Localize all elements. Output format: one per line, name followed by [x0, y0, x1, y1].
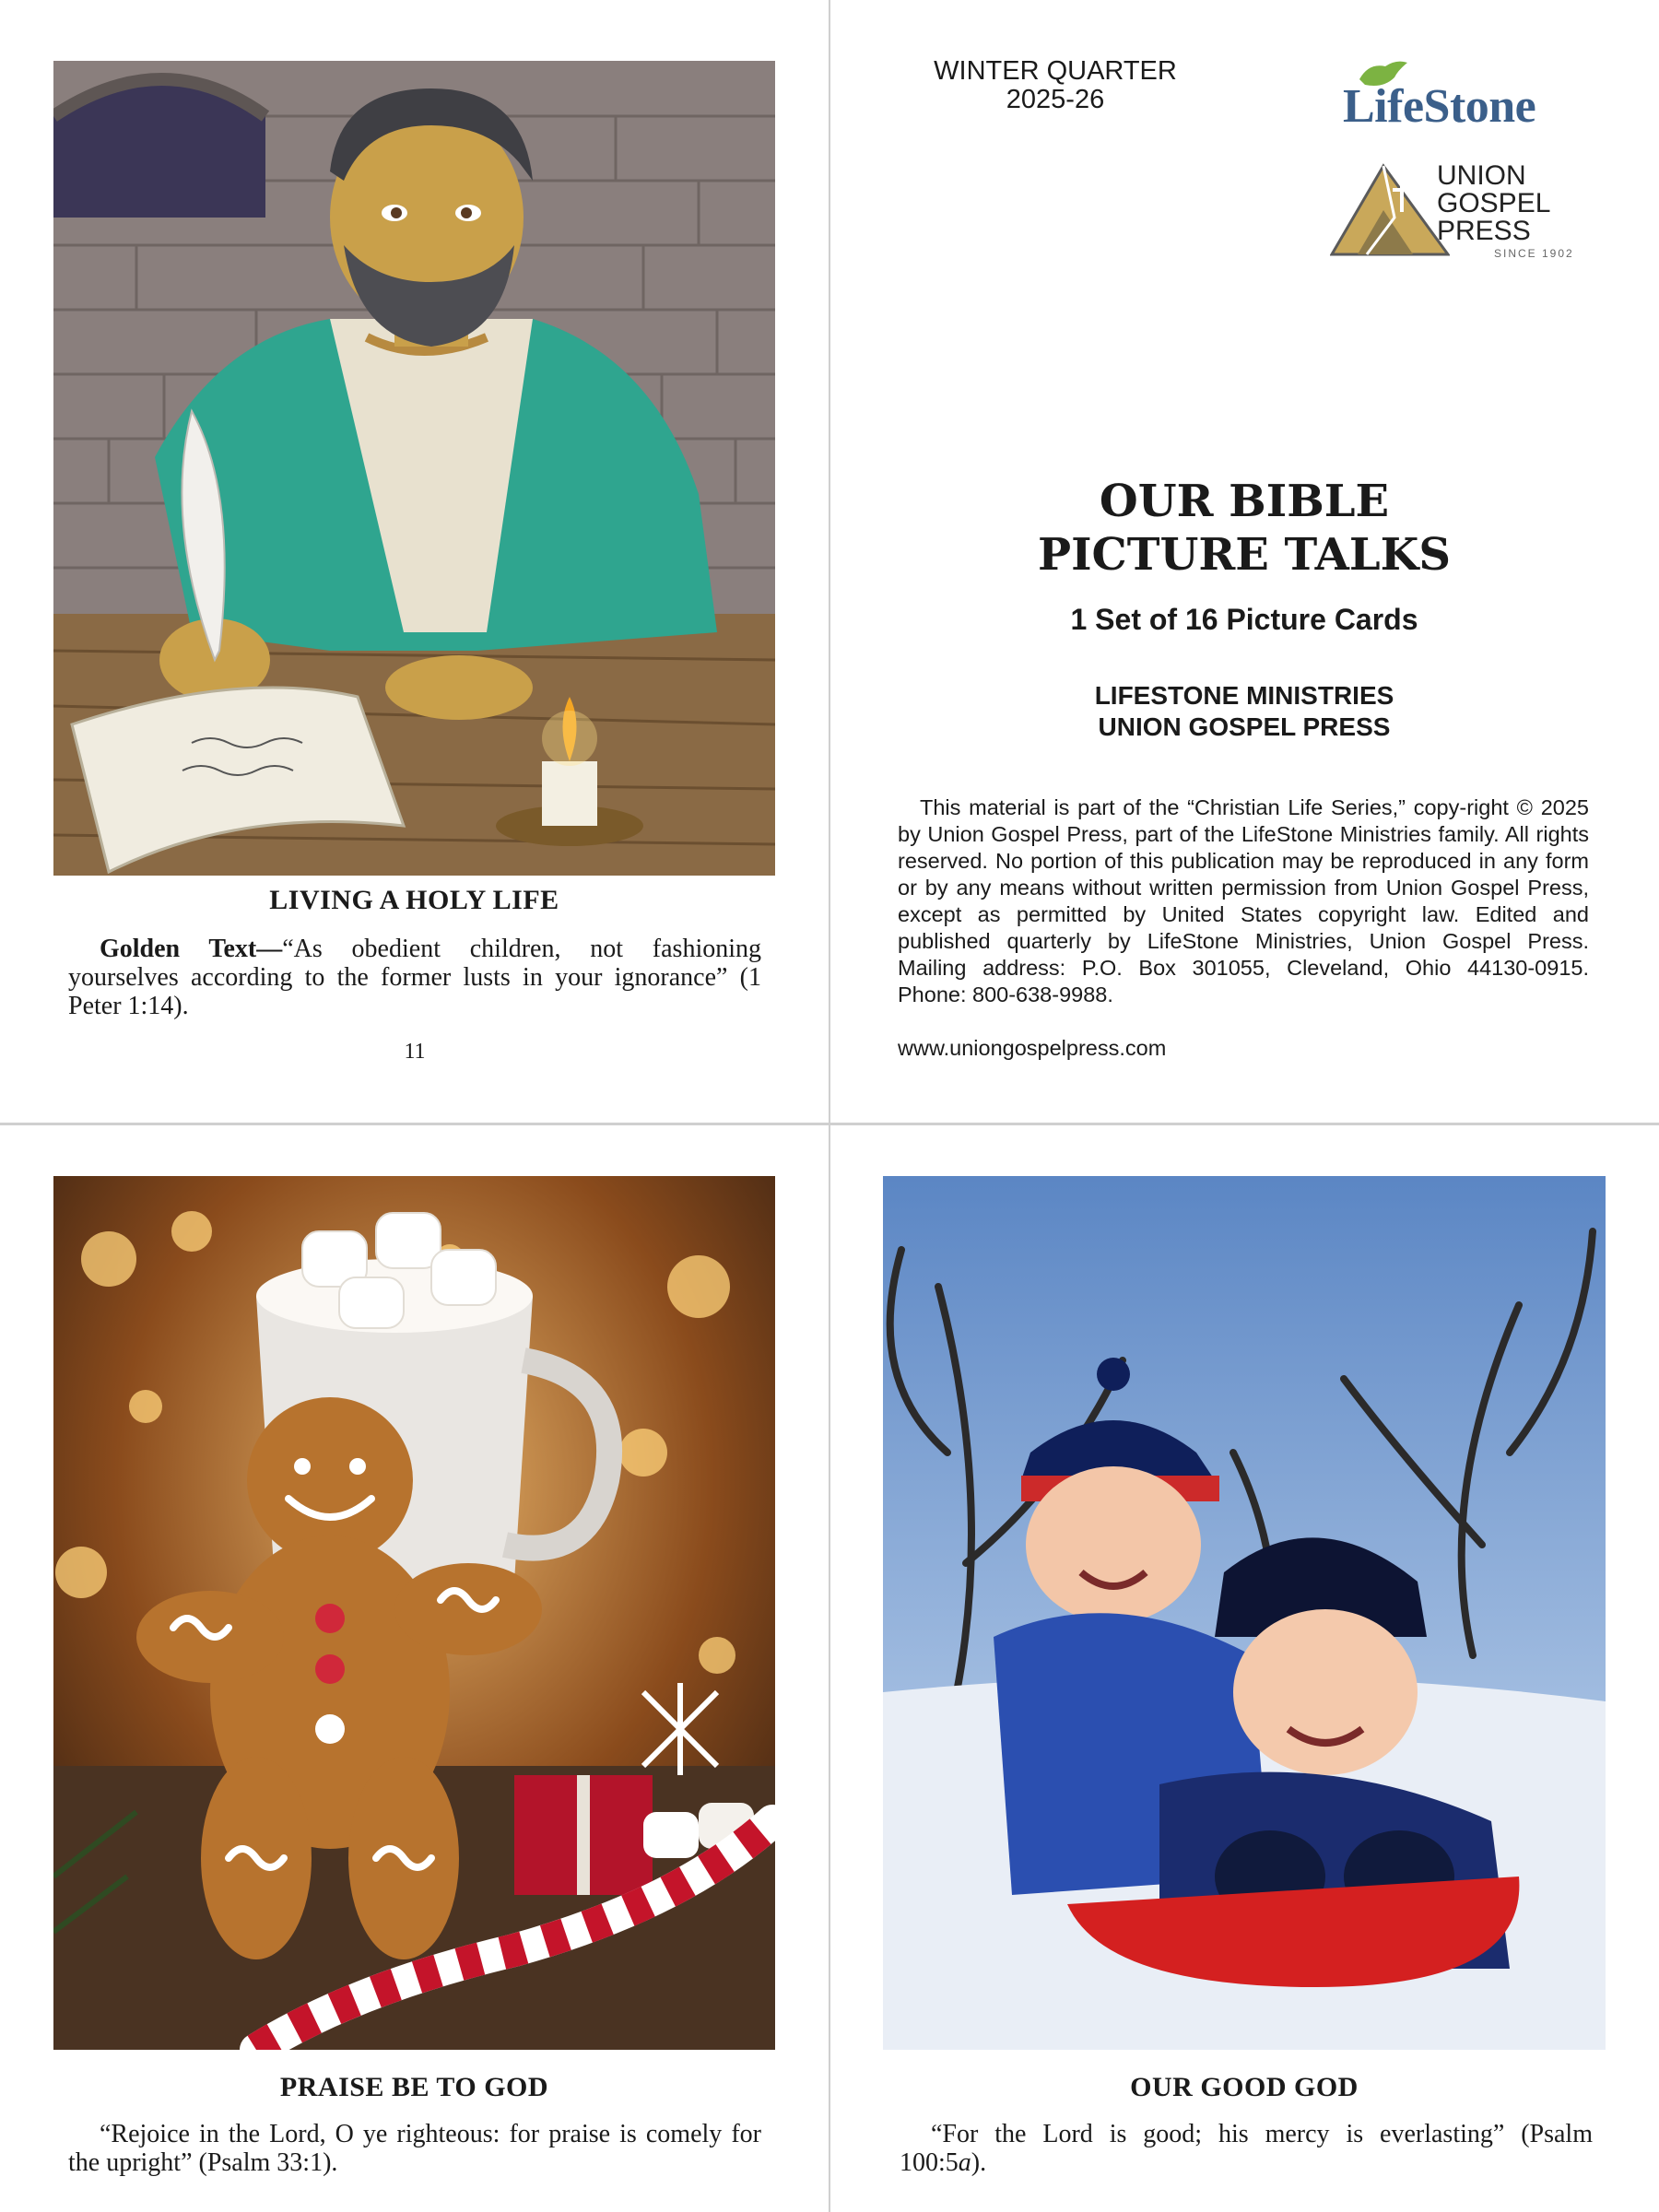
- vertical-cut-line: [829, 0, 830, 2212]
- publisher-block: LIFESTONE MINISTRIES UNION GOSPEL PRESS: [1094, 681, 1394, 741]
- ugp-logo: [1330, 162, 1593, 259]
- card-title: PRAISE BE TO GOD: [279, 2072, 549, 2102]
- card-title: OUR GOOD GOD: [1130, 2072, 1359, 2102]
- apostle-writing-illustration: [53, 61, 775, 876]
- golden-text-verse: “As obedient children, not fashioning yourselves according to the former lusts in your ignorance” (1 Peter 1:14).: [68, 935, 761, 1020]
- kids-sledding-photo: [883, 1176, 1606, 2050]
- lifestone-logo: LifeStone: [1341, 55, 1581, 138]
- cover-subtitle: 1 Set of 16 Picture Cards: [1070, 603, 1418, 636]
- golden-text-lead: Golden Text—: [100, 935, 283, 963]
- copyright-notice: This material is part of the “Christian Life Series,” copy-right © 2025 by Union Gospel Press, part of the LifeStone Ministries family. All rights reserved. No portion of this publication may be reproduced in any form or by any means without written permission from Union Gospel Press, except as permitted by United States copyright law. Edited and published quarterly by LifeStone Ministries, Union Gospel Press. Mailing address: P.O. Box 301055, Cleveland, Ohio 44130-0915. Phone: 800-638-9988.: [898, 795, 1589, 1006]
- ugp-logo-press: PRESS: [1437, 216, 1531, 246]
- card-verse: “Rejoice in the Lord, O ye righteous: for praise is comely for the upright” (Psalm 33:1).: [68, 2120, 761, 2177]
- card-verse: “For the Lord is good; his mercy is everlasting” (Psalm 100:5a).: [900, 2120, 1593, 2177]
- quarter-label: WINTER QUARTER 2025-26: [934, 56, 1177, 114]
- horizontal-cut-line: [0, 1123, 1659, 1125]
- card-title: LIVING A HOLY LIFE: [269, 885, 559, 915]
- ugp-logo-union: UNION: [1437, 160, 1526, 191]
- ugp-since: SINCE 1902: [1494, 247, 1574, 260]
- mountain-cross-icon: [1330, 162, 1450, 258]
- website: www.uniongospelpress.com: [898, 1036, 1167, 1060]
- ugp-logo-gospel: GOSPEL: [1437, 188, 1551, 218]
- page-number: 11: [404, 1040, 426, 1064]
- golden-text: [68, 935, 761, 1020]
- gingerbread-cocoa-photo: [53, 1176, 775, 2050]
- cover-title: OUR BIBLE PICTURE TALKS: [1038, 476, 1451, 581]
